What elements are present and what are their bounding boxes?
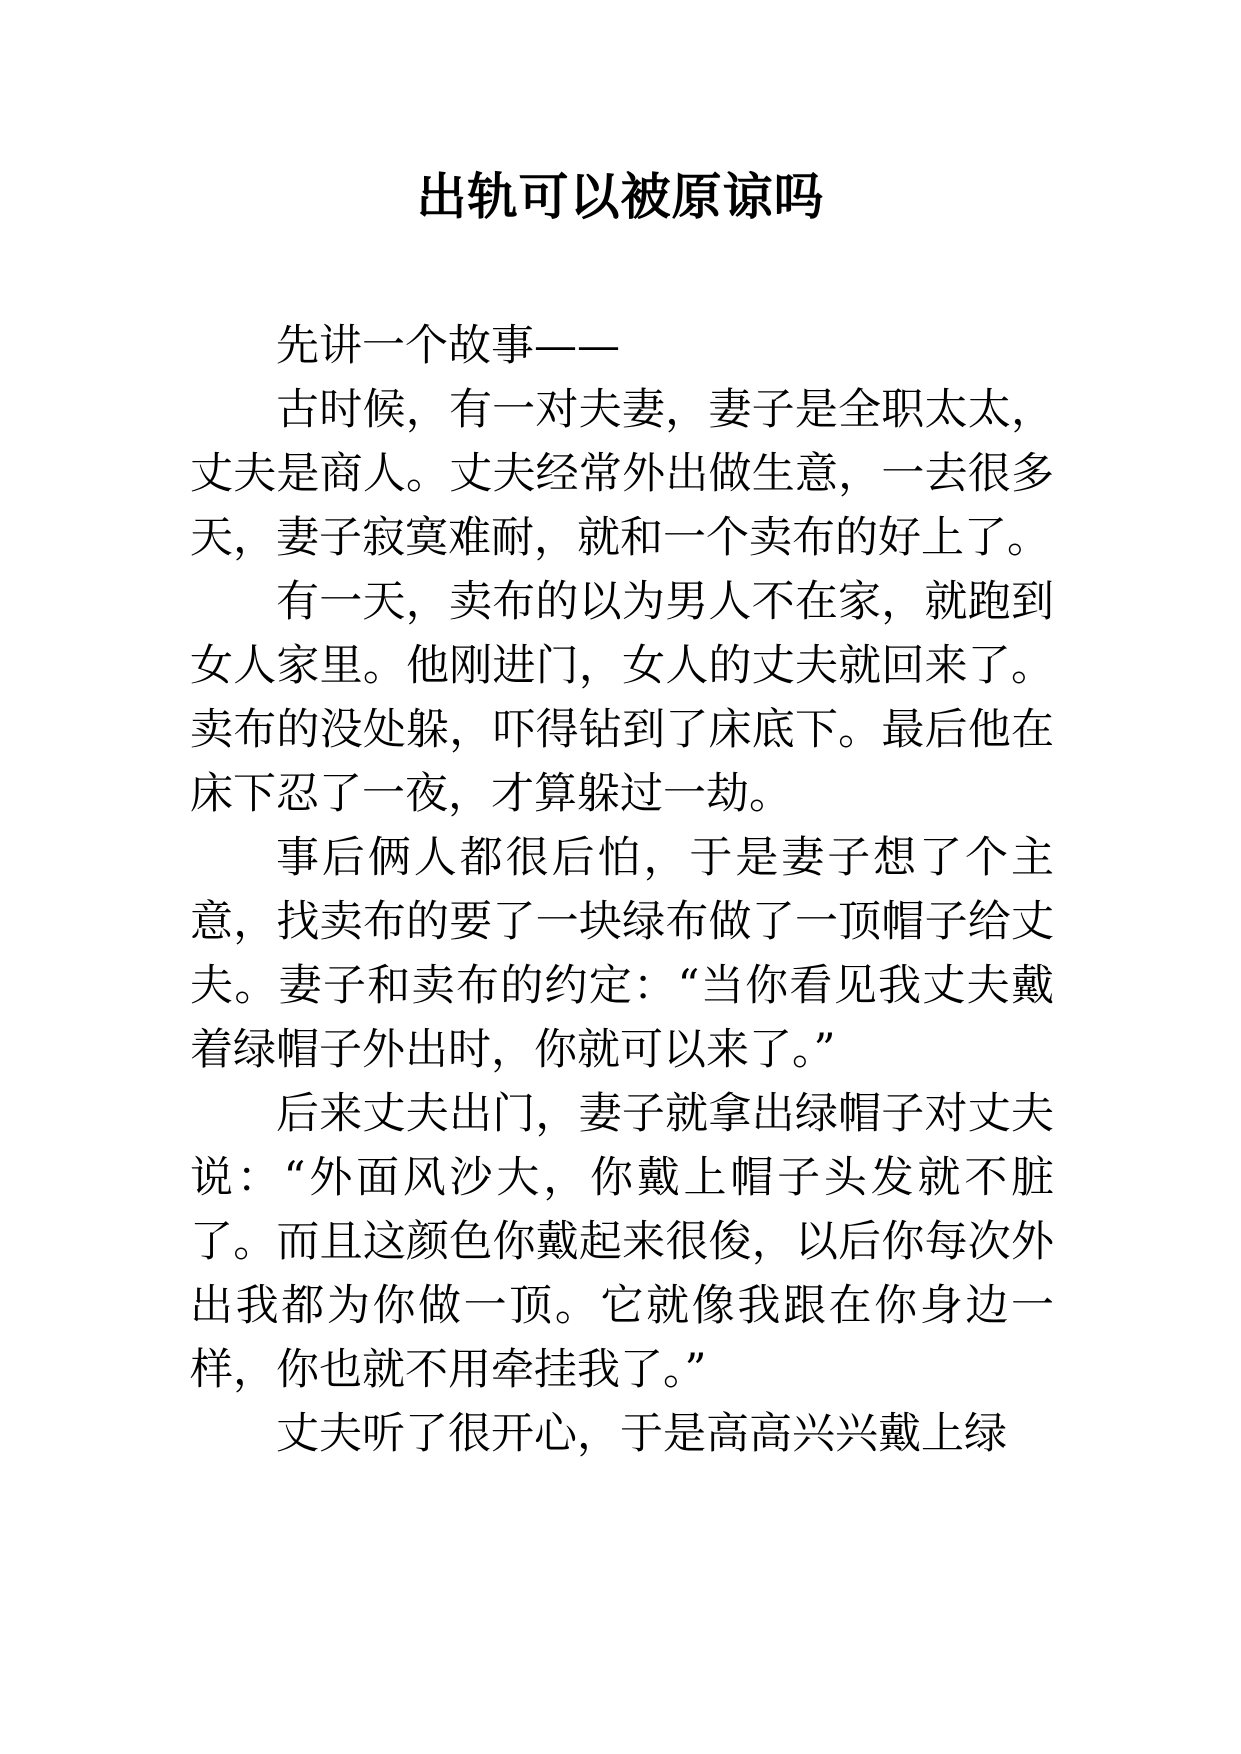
paragraph-3: 有一天，卖布的以为男人不在家，就跑到女人家里。他刚进门，女人的丈夫就回来了。卖布的没处躲，吓得钻到了床底下。最后他在床下忍了一夜，才算躲过一劫。 xyxy=(190,577,1054,819)
paragraph-5: 后来丈夫出门，妻子就拿出绿帽子对丈夫说：“外面风沙大，你戴上帽子头发就不脏了。而且这颜色你戴起来很俊，以后你每次外出我都为你做一顶。它就像我跟在你身边一样，你也就不用牵挂我了。” xyxy=(190,1089,1054,1395)
paragraph-4: 事后俩人都很后怕，于是妻子想了个主意，找卖布的要了一块绿布做了一顶帽子给丈夫。妻子和卖布的约定：“当你看见我丈夫戴着绿帽子外出时，你就可以来了。” xyxy=(190,833,1054,1075)
paragraph-2: 古时候，有一对夫妻，妻子是全职太太，丈夫是商人。丈夫经常外出做生意，一去很多天，妻子寂寞难耐，就和一个卖布的好上了。 xyxy=(190,385,1054,563)
paragraph-6: 丈夫听了很开心，于是高高兴兴戴上绿 xyxy=(276,1409,1007,1459)
document-body xyxy=(190,314,1054,1466)
document-title: 出轨可以被原谅吗 xyxy=(416,167,825,226)
paragraph-1: 先讲一个故事—— xyxy=(276,321,620,371)
